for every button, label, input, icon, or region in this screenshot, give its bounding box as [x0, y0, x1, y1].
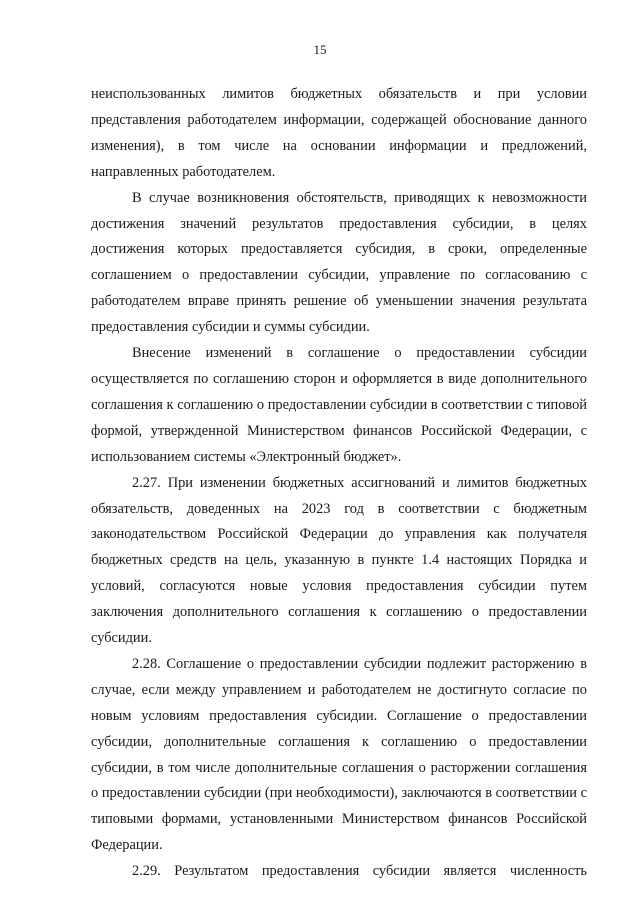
page-number: 15 — [313, 42, 327, 57]
document-body — [91, 82, 587, 885]
paragraph-2-28: 2.28. Соглашение о предоставлении субсидии подлежит расторжению в случае, если между управлением и работодателем не достигнуто согласие по новым условиям предоставления субсидии. Соглашение о предоставлении субсидии, дополнительные соглашения к соглашению о предоставлении субсидии, в том числе дополнительные соглашения о расторжении соглашения о предоставлении субсидии (при необходимости), заключаются в соответствии с типовыми формами, установленными Министерством финансов Российской Федерации. — [91, 655, 587, 854]
paragraph-2-29: 2.29. Результатом предоставления субсидии является численность — [132, 863, 587, 880]
paragraph-amendments: Внесение изменений в соглашение о предоставлении субсидии осуществляется по соглашению сторон и оформляется в виде дополнительного соглашения к соглашению о предоставлении субсидии в соответствии с типовой формой, утвержденной Министерством финансов Российской Федерации, с использованием системы «Электронный бюджет». — [91, 345, 587, 465]
paragraph-2-27: 2.27. При изменении бюджетных ассигнований и лимитов бюджетных обязательств, доведенных на 2023 год в соответствии с бюджетным законодательством Российской Федерации до управления как получателя бюджетных средств на цель, указанную в пункте 1.4 настоящих Порядка и условий, согласуются новые условия предоставления субсидии путем заключения дополнительного соглашения к соглашению о предоставлении субсидии. — [91, 474, 587, 647]
paragraph-circumstances: В случае возникновения обстоятельств, приводящих к невозможности достижения значений результатов предоставления субсидии, в целях достижения которых предоставляется субсидия, в сроки, определенные соглашением о предоставлении субсидии, управление по согласованию с работодателем вправе принять решение об уменьшении значения результата предоставления субсидии и суммы субсидии. — [91, 189, 587, 336]
paragraph-continuation: неиспользованных лимитов бюджетных обязательств и при условии представления работодателем информации, содержащей обоснование данного изменения), в том числе на основании информации и предложений, направленных работодателем. — [91, 86, 587, 180]
